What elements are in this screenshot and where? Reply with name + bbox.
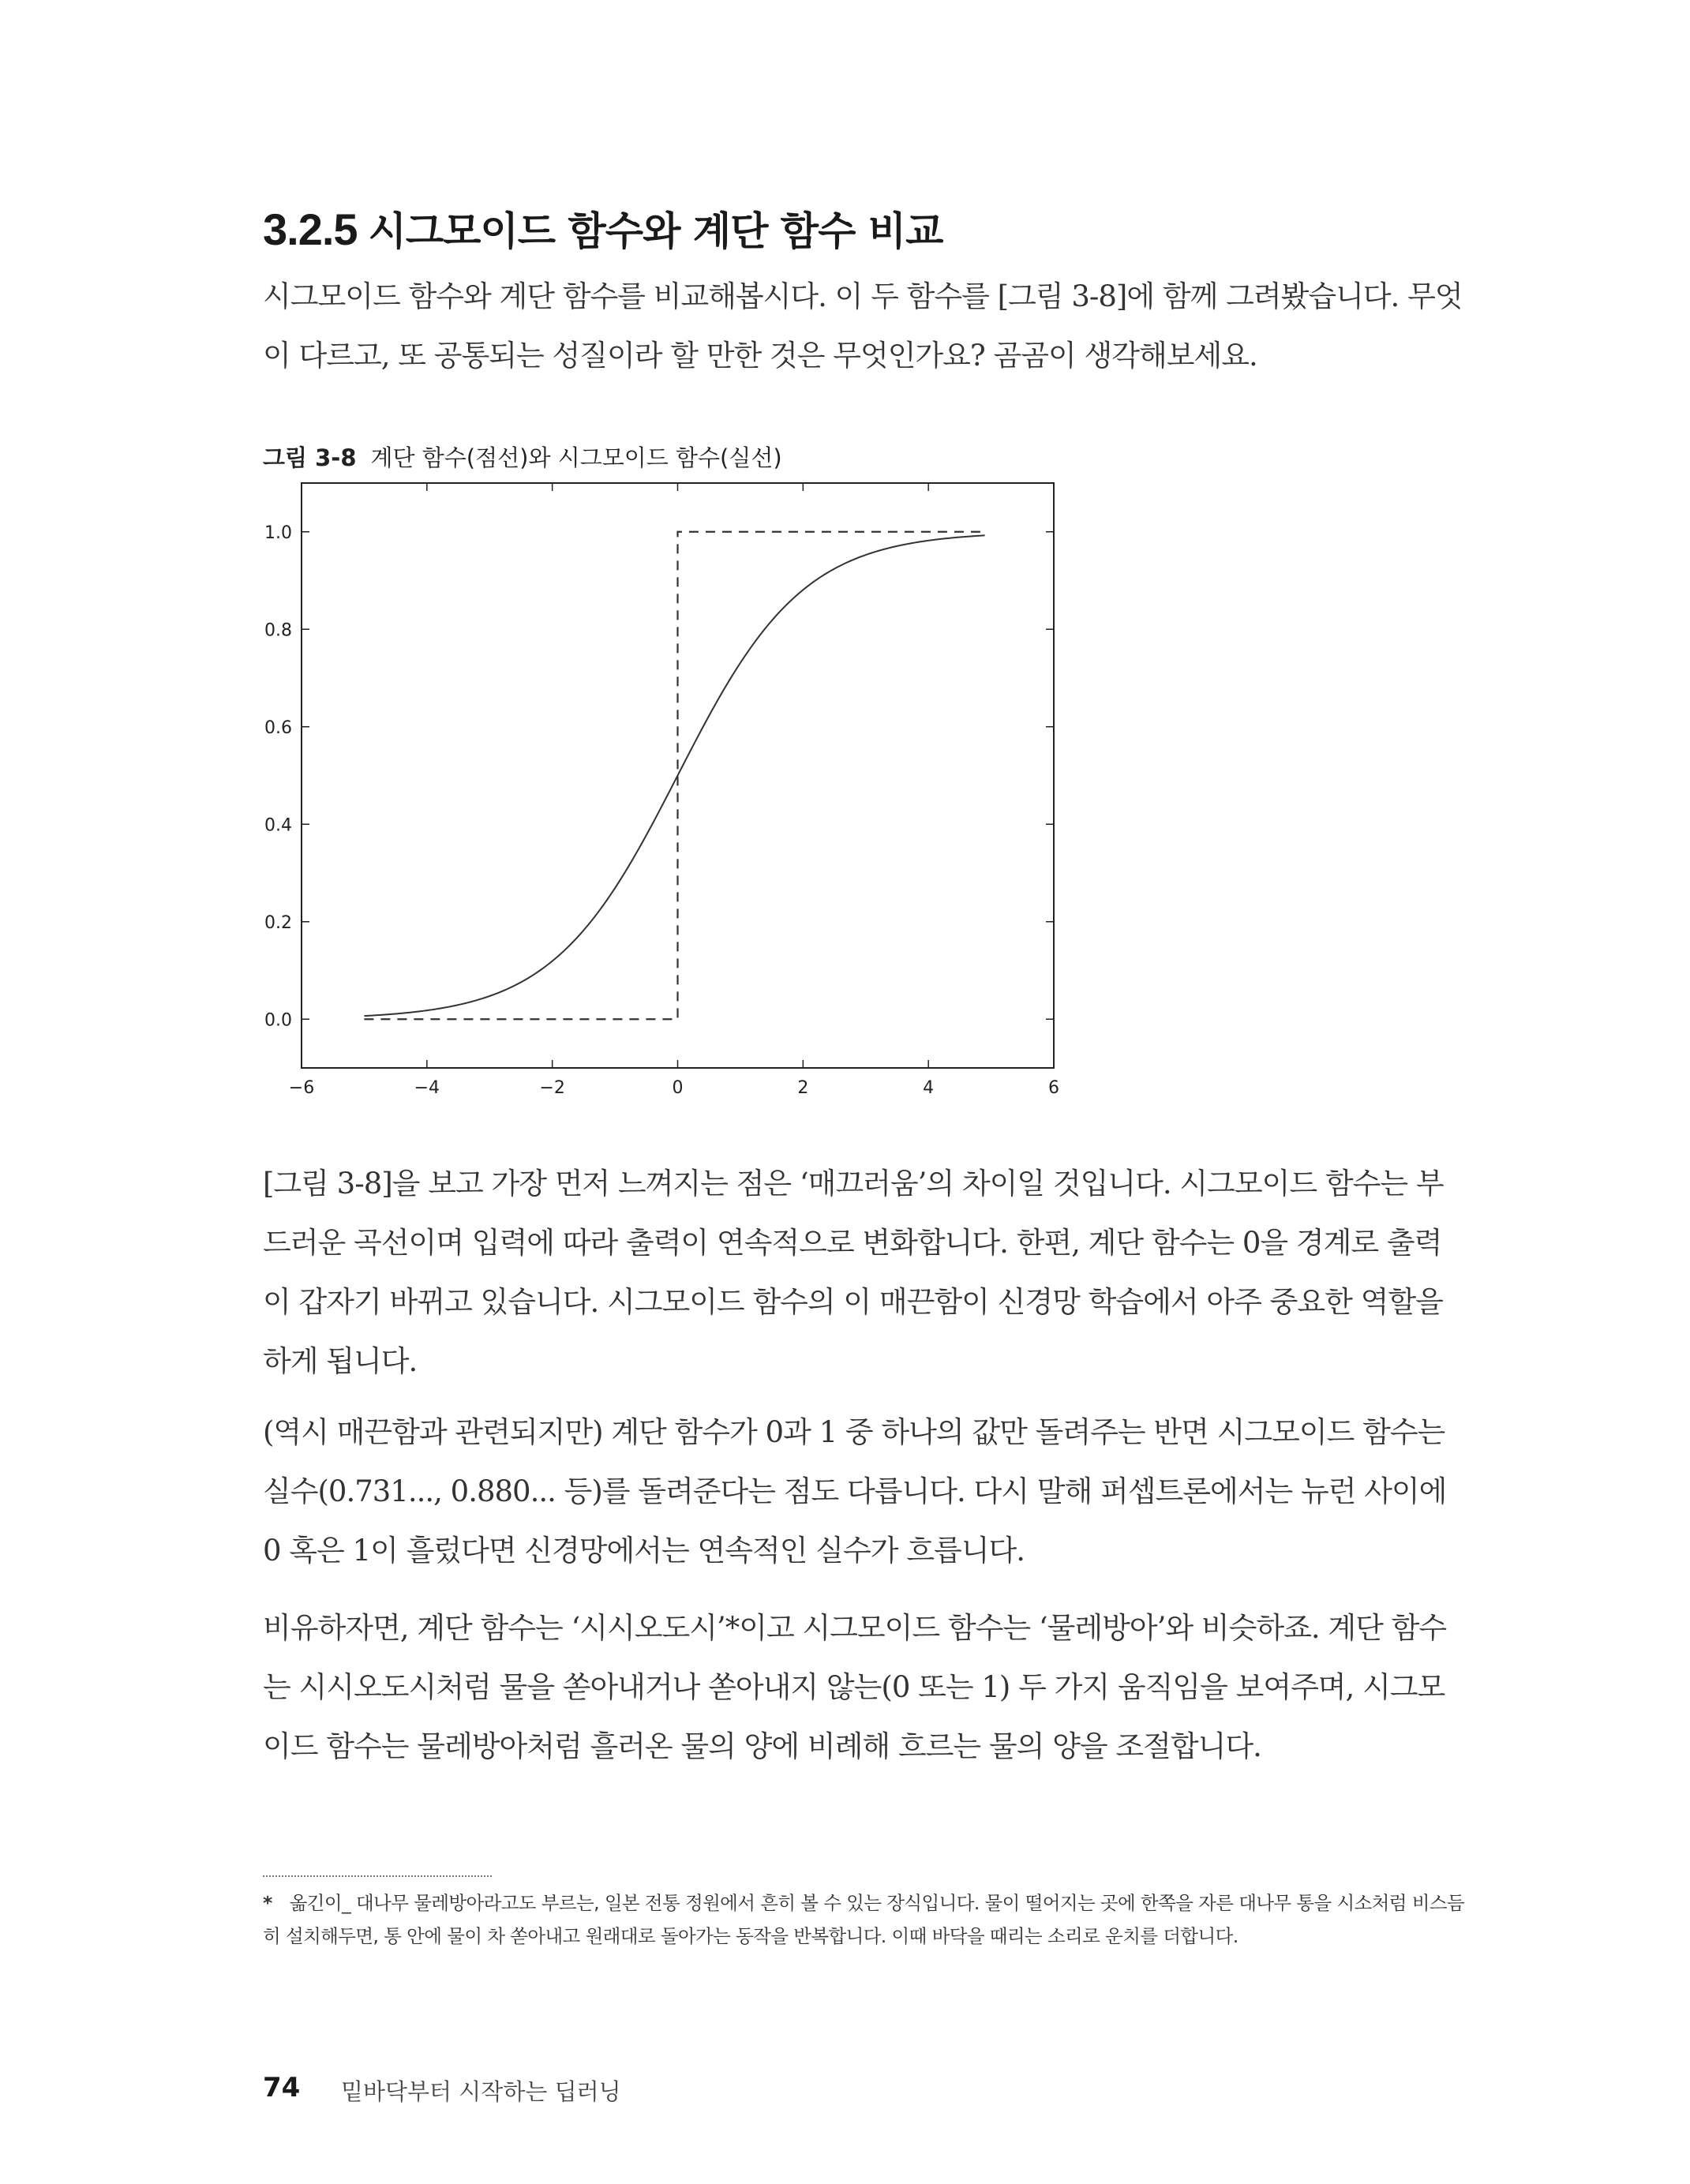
x-tick-label: 0 <box>672 1078 684 1098</box>
y-tick-label: 0.2 <box>264 912 292 933</box>
step-function-line <box>364 532 984 1020</box>
y-tick-label: 1.0 <box>264 523 292 543</box>
y-tick-label: 0.0 <box>264 1010 292 1031</box>
figure-caption-text: 계단 함수(점선)와 시그모이드 함수(실선) <box>370 444 782 471</box>
section-number: 3.2.5 <box>263 204 358 254</box>
figure-label: 그림 3-8 <box>263 444 357 471</box>
y-tick-label: 0.4 <box>264 815 292 836</box>
section-title <box>263 200 942 257</box>
body-paragraph-3: 비유하자면, 계단 함수는 ‘시시오도시’*이고 시그모이드 함수는 ‘물레방아’와 비슷하죠. 계단 함수는 시시오도시처럼 물을 쏟아내거나 쏟아내지 않는(0 또는 1) 두 가지 움직임을 보여주며, 시그모이드 함수는 물레방아처럼 흘러온 물의 양에 비례해 흐르는 물의 양을 조절합니다. <box>263 1611 1447 1763</box>
x-tick-label: −4 <box>414 1078 440 1098</box>
x-tick-label: −2 <box>539 1078 565 1098</box>
chart-axes <box>264 483 1059 1098</box>
chart-series <box>364 532 984 1020</box>
x-tick-label: −6 <box>288 1078 315 1098</box>
body-paragraph-2: (역시 매끈함과 관련되지만) 계단 함수가 0과 1 중 하나의 값만 돌려주는 반면 시그모이드 함수는 실수(0.731..., 0.880... 등)를 돌려준다는 점도 다릅니다. 다시 말해 퍼셉트론에서는 뉴런 사이에 0 혹은 1이 흘렀다면 신경망에서는 연속적인 실수가 흐릅니다. <box>263 1415 1447 1568</box>
x-tick-label: 6 <box>1048 1078 1059 1098</box>
footnote-separator <box>263 1875 492 1877</box>
footnote-text: 옮긴이_ 대나무 물레방아라고도 부르는, 일본 전통 정원에서 흔히 볼 수 있는 장식입니다. 물이 떨어지는 곳에 한쪽을 자른 대나무 통을 시소처럼 비스듬히 설치해두면, 통 안에 물이 차 쏟아내고 원래대로 돌아가는 동작을 반복합니다. 이때 바닥을 때리는 소리로 운치를 더합니다. <box>263 1892 1465 1947</box>
footnote-marker: * <box>263 1892 272 1914</box>
book-title: 밑바닥부터 시작하는 딥러닝 <box>341 2078 621 2105</box>
figure-caption <box>263 440 782 473</box>
x-tick-label: 4 <box>923 1078 935 1098</box>
y-tick-label: 0.6 <box>264 717 292 738</box>
intro-paragraph: 시그모이드 함수와 계단 함수를 비교해봅시다. 이 두 함수를 [그림 3-8]에 함께 그려봤습니다. 무엇이 다르고, 또 공통되는 성질이라 할 만한 것은 무엇인가요? 곰곰이 생각해보세요. <box>263 279 1463 373</box>
y-tick-label: 0.8 <box>264 620 292 641</box>
sigmoid-function-line <box>364 535 984 1016</box>
page-number: 74 <box>263 2072 301 2103</box>
footnote <box>263 1886 1471 1953</box>
x-tick-label: 2 <box>797 1078 809 1098</box>
section-title-text: 시그모이드 함수와 계단 함수 비교 <box>368 208 943 254</box>
body-paragraph-1: [그림 3-8]을 보고 가장 먼저 느껴지는 점은 ‘매끄러움’의 차이일 것입니다. 시그모이드 함수는 부드러운 곡선이며 입력에 따라 출력이 연속적으로 변화합니다. 한편, 계단 함수는 0을 경계로 출력이 갑자기 바뀌고 있습니다. 시그모이드 함수의 이 매끈함이 신경망 학습에서 아주 중요한 역할을 하게 됩니다. <box>263 1167 1444 1378</box>
step-vs-sigmoid-chart <box>237 470 1089 1117</box>
